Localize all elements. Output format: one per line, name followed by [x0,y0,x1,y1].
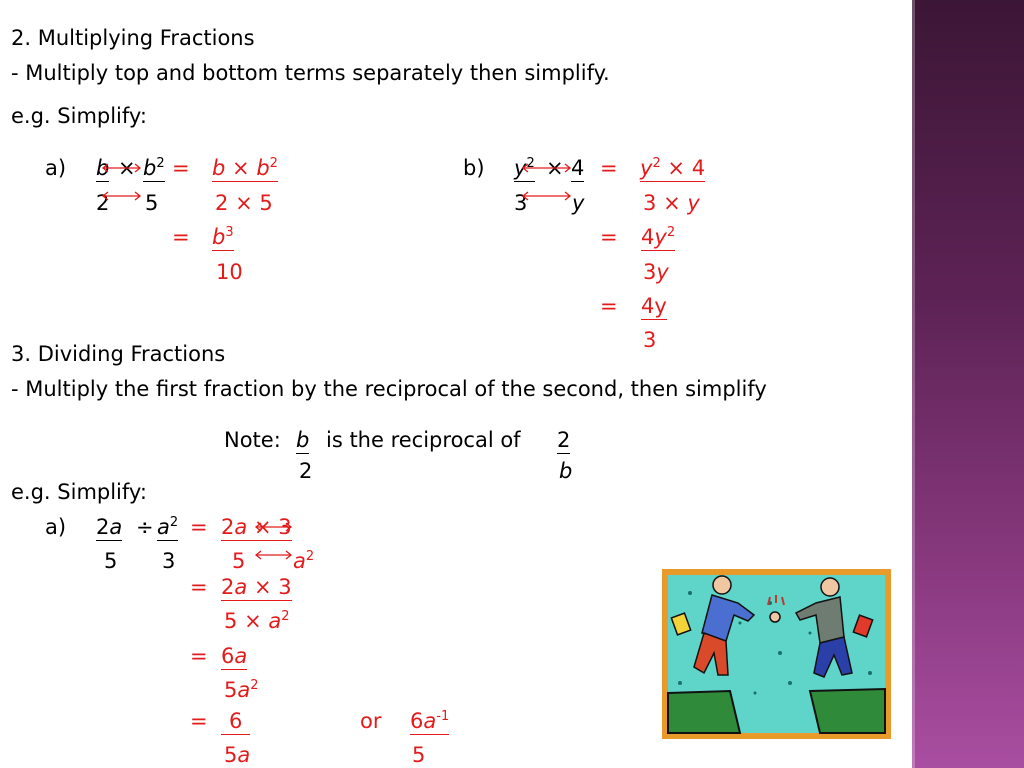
example-label-1: e.g. Simplify: [11,104,147,128]
note-denominator-2: 2 [299,459,313,483]
step-numerator-b-times-b2: $b \times b^2$ [212,156,278,180]
note-text: is the reciprocal of [326,428,521,452]
step-numerator-y2-times-4: $y^2 \times 4$ [640,156,706,180]
alt-denominator-5: 5 [412,743,426,767]
step2-denominator-5-times-a2: $5 \times a^2$ [224,609,290,633]
fraction-b-over-2: b [96,156,110,180]
example-label-2: e.g. Simplify: [11,480,147,504]
equals-sign: = [190,644,208,668]
equals-sign: = [172,156,190,180]
alt-numerator-6a-neg1: $6a^{-1}$ [410,709,450,733]
step-denominator-5: 5 [232,549,246,573]
result-denominator-10: 10 [216,260,243,284]
denominator-5: 5 [104,549,118,573]
denominator-5: 5 [145,191,159,215]
equals-sign: = [190,709,208,733]
equals-sign: = [600,156,618,180]
heading-dividing-fractions: 3. Dividing Fractions [11,342,226,366]
fraction-a2-over-3: $a^2$ [157,515,179,539]
note-denominator-b: b [559,459,573,483]
fraction-2a-over-5: 2a [96,515,123,539]
result-numerator-4y: 4y [641,294,667,318]
cross-cancel-arrows-icon [520,156,574,205]
denominator-y: y [572,191,585,215]
step-denominator-2-times-5: 2 × 5 [215,191,273,215]
multiply-description: - Multiply top and bottom terms separately then simplify. [11,61,610,85]
label-a-multiply: a) [45,156,67,180]
handshake-clipart-icon [660,563,893,743]
label-a-divide: a) [45,515,67,539]
step-denominator-3y: 3y [643,260,669,284]
divide-symbol: ÷ [136,515,154,539]
equals-sign: = [190,575,208,599]
cross-cancel-arrows-icon [253,519,295,564]
step3-numerator-6a: 6a [221,644,248,668]
heading-multiplying-fractions: 2. Multiplying Fractions [11,26,255,50]
note-numerator-2: 2 [557,428,571,452]
step2-numerator-2a-times-3: 2a × 3 [221,575,292,599]
cross-cancel-arrows-icon [100,156,144,205]
decorative-sidebar [912,0,1024,768]
fraction-4-over-y: 4 [571,156,585,180]
step3-denominator-5a2: $5a^2$ [224,678,259,702]
times-symbol: × [118,156,136,180]
step-numerator-4y2: $4y^2$ [641,225,676,249]
divide-description: - Multiply the first fraction by the reciprocal of the second, then simplify [11,377,767,401]
times-symbol: × [546,156,564,180]
denominator-3: 3 [162,549,176,573]
fraction-y2-over-3: $y^2$ [514,156,535,180]
equals-sign: = [600,294,618,318]
result-denominator-3: 3 [643,328,657,352]
step-denominator-3-times-y: 3 × y [643,191,700,215]
note-label: Note: [224,428,281,452]
equals-sign: = [600,225,618,249]
result-numerator-b3: $b^3$ [212,225,234,249]
fraction-b2-over-5: $b^2$ [143,156,165,180]
equals-sign: = [190,515,208,539]
denominator-3: 3 [514,191,528,215]
step-numerator-2a-times-3: 2a × 3 [221,515,292,539]
note-numerator-b: b [296,428,310,452]
label-b-multiply: b) [463,156,485,180]
denominator-2: 2 [96,191,110,215]
result-numerator-6: 6 [221,711,250,732]
equals-sign: = [172,225,190,249]
or-text: or [360,709,382,733]
step-denominator-a2: $a^2$ [293,549,315,573]
result-denominator-5a: 5a [224,743,251,767]
